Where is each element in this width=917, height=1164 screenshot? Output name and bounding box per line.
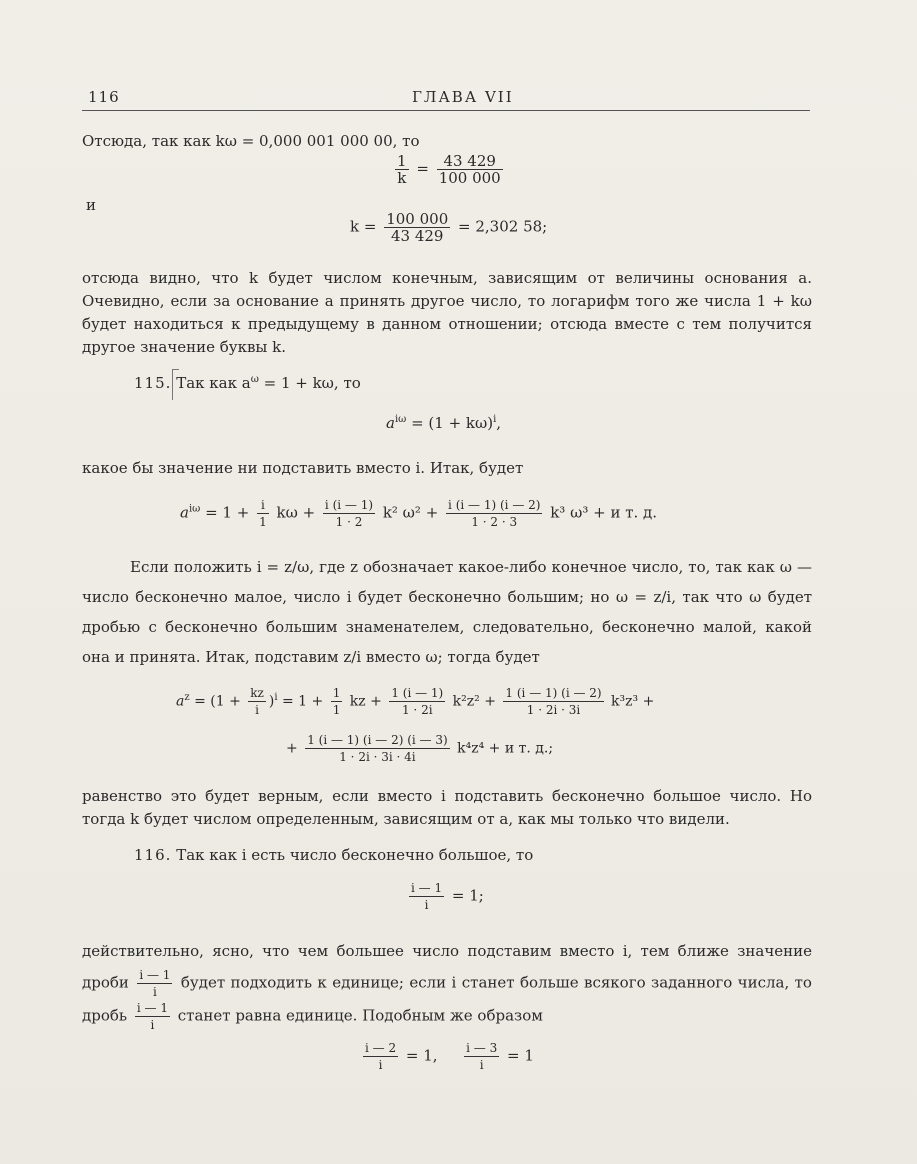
equation-limit-one: $\frac{i — 1}{i}$ = 1; — [411, 881, 484, 912]
fraction: $\frac{100 000}{43 429}$ — [386, 210, 449, 245]
equation-power-i: $a^{i\omega} = (1 + k\omega)^i$, — [386, 414, 502, 432]
fraction: $\frac{i — 1}{i}$ — [136, 1001, 168, 1032]
equation-limits-two-three: $\frac{i — 2}{i}$ = 1, $\frac{i — 3}{i}$ = 1 — [365, 1041, 534, 1072]
equation-k-value: k = $\frac{100 000}{43 429}$ = 2,302 58; — [350, 210, 548, 245]
paragraph-substitute-i: какое бы значение ни подставить вместо i. Итак, будет — [82, 459, 524, 477]
paragraph-equality-true: равенство это будет верным, если вместо i подставить бесконечно большое число. Но тогда k будет числом определенным, зависящим от a, как мы только что видели. — [82, 787, 812, 828]
conjunction: и — [86, 196, 96, 214]
fraction: $\frac{1 (i — 1) (i — 2) (i — 3)}{1 \cdot 2i \cdot 3i \cdot 4i}$ — [307, 733, 448, 764]
fraction: $\frac{i (i — 1) (i — 2)}{1 \cdot 2 \cdot 3}$ — [448, 498, 541, 529]
fraction: $\frac{1}{1}$ — [332, 686, 341, 717]
fraction: $\frac{i}{1}$ — [259, 498, 267, 529]
chapter-title: ГЛАВА VII — [412, 88, 514, 106]
fraction: $\frac{kz}{i}$ — [250, 686, 264, 717]
fraction: $\frac{i — 2}{i}$ — [365, 1041, 397, 1072]
fraction: $\frac{i (i — 1)}{1 \cdot 2}$ — [324, 498, 374, 529]
fraction: $\frac{1 (i — 1) (i — 2)}{1 \cdot 2i \cdot 3i}$ — [505, 686, 602, 717]
section-number: 115. — [134, 374, 172, 392]
section-115-intro: 115. Так как $a^\omega = 1 + k\omega$, то — [134, 374, 361, 392]
header-rule — [82, 110, 810, 111]
fraction: $\frac{43 429}{100 000}$ — [438, 152, 501, 187]
fraction: $\frac{i — 1}{i}$ — [411, 881, 443, 912]
equation-exponential-series-line-2: + $\frac{1 (i — 1) (i — 2) (i — 3)}{1 \cdot 2i \cdot 3i \cdot 4i}$ k⁴z⁴ + и т. д.; — [286, 733, 554, 764]
paragraph-base-dependence: отсюда видно, что k будет числом конечным, зависящим от величины основания a. Очевидно, если за основание a принять другое число, то логарифм того же числа 1 + kω будет находиться к предыдущему в данном отношении; отсюда вместе с тем получится другое значение буквы k. — [82, 269, 812, 356]
fraction: $\frac{i — 3}{i}$ — [466, 1041, 498, 1072]
equation-binomial-series: $a^{i\omega} = 1$ + $\frac{i}{1}$ kω + $\frac{i (i — 1)}{1 \cdot 2}$ k² ω² + $\frac{i (i — 1) (i — 2)}{1 \cdot 2 \cdot 3}$ k³ ω³ + и т. д. — [180, 498, 658, 529]
page-number: 116 — [88, 88, 120, 106]
fraction: $\frac{i — 1}{i}$ — [139, 968, 171, 999]
section-116-intro: 116. Так как i есть число бесконечно большое, то — [134, 846, 534, 864]
section-number: 116. — [134, 846, 172, 864]
fraction: $\frac{1}{k}$ — [397, 152, 407, 187]
fraction: $\frac{1 (i — 1)}{1 \cdot 2i}$ — [391, 686, 444, 717]
equation-reciprocal-k: $\frac{1}{k}$ = $\frac{43 429}{100 000}$ — [397, 152, 501, 187]
equation-exponential-series-line-1: $a^z = (1$ + $\frac{kz}{i}$ )$^i$ = 1 + $\frac{1}{1}$ kz + $\frac{1 (i — 1)}{1 \cdot 2i}$ k²z² + $\frac{1 (i — 1) (i — 2)}{1 \cdot 2i \cdot 3i}$ k³z³ + — [176, 686, 655, 717]
intro-line: Отсюда, так как kω = 0,000 001 000 00, то — [82, 132, 420, 150]
paragraph-set-i: Если положить i = z/ω, где z обозначает какое-либо конечное число, то, так как ω — число бесконечно малое, число i будет бесконечно большим; но ω = z/i, так что ω будет дробью с бесконечно большим знаменателем, следовательно, бесконечно малой, какой она и принята. Итак, подставим z/i вместо ω; тогда будет — [82, 558, 812, 666]
paragraph-limit-explanation: действительно, ясно, что чем большее число подставим вместо i, тем ближе значение дроби $\frac{i — 1}{i}$ будет подходить к единице; если i станет больше всякого заданного числа, то дробь $\frac{i — 1}{i}$ станет равна единице. Подобным же образом — [82, 942, 812, 1032]
